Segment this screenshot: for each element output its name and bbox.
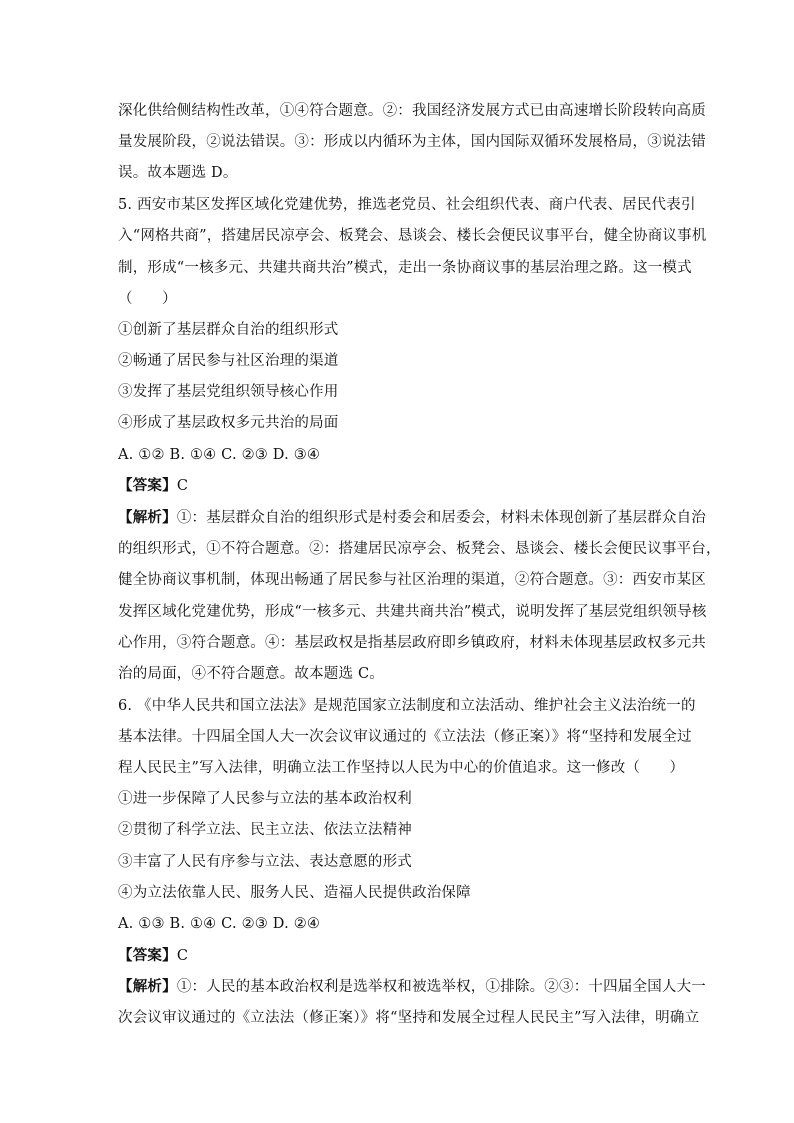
question-5-option: ①创新了基层群众自治的组织形式 <box>118 322 339 338</box>
question-5-blank: （ ） <box>118 291 177 307</box>
question-5-analysis <box>118 508 707 528</box>
question-5-option: ③发挥了基层党组织领导核心作用 <box>118 384 339 400</box>
question-6-answer <box>118 946 678 966</box>
answer-value: C <box>176 948 189 964</box>
question-5-analysis: 治的局面，④不符合题意。故本题选 C。 <box>118 666 385 682</box>
answer-value: C <box>176 478 189 494</box>
analysis-tag: 【解析】 <box>118 509 177 526</box>
question-6-stem: 6. 《中华人民共和国立法法》是规范国家立法制度和立法活动、维护社会主义法治统一的 <box>118 698 696 714</box>
analysis-tag: 【解析】 <box>118 978 177 995</box>
question-6-stem: 程人民民主”写入法律，明确立法工作坚持以人民为中心的价值追求。这一修改（ ） <box>118 760 685 776</box>
question-5-option: ④形成了基层政权多元共治的局面 <box>118 415 339 431</box>
question-6-analysis: 次会议审议通过的《立法法（修正案）》将“坚持和发展全过程人民民主”写入法律，明确立 <box>118 1010 700 1026</box>
question-5-option: ②畅通了居民参与社区治理的渠道 <box>118 353 339 369</box>
question-5-stem: 入“网格共商”，搭建居民凉亭会、板凳会、恳谈会、楼长会便民议事平台，健全协商议事机 <box>118 228 707 244</box>
question-5-stem: 制，形成“一核多元、共建共商共治”模式，走出一条协商议事的基层治理之路。这一模式 <box>118 260 692 276</box>
question-5-analysis: 的组织形式，①不符合题意。②：搭建居民凉亭会、板凳会、恳谈会、楼长会便民议事平台， <box>118 541 721 557</box>
paragraph-line: 误。故本题选 D。 <box>118 165 238 181</box>
paragraph-line: 量发展阶段，②说法错误。③：形成以内循环为主体，国内国际双循环发展格局，③说法错 <box>118 134 706 150</box>
analysis-text: ①：基层群众自治的组织形式是村委会和居委会，材料未体现创新了基层群众自治 <box>176 510 707 526</box>
question-5-stem: 5. 西安市某区发挥区域化党建优势，推选老党员、社会组织代表、商户代表、居民代表引 <box>118 197 696 213</box>
question-5-choices: A. ①② B. ①④ C. ②③ D. ③④ <box>118 447 321 463</box>
question-6-option: ④为立法依靠人民、服务人民、造福人民提供政治保障 <box>118 885 471 901</box>
answer-tag: 【答案】 <box>118 477 177 494</box>
question-5-analysis: 健全协商议事机制，体现出畅通了居民参与社区治理的渠道，②符合题意。③：西安市某区 <box>118 572 706 588</box>
question-5-analysis: 心作用，③符合题意。④：基层政权是指基层政府即乡镇政府，材料未体现基层政权多元共 <box>118 635 706 651</box>
paragraph-line: 深化供给侧结构性改革，①④符合题意。②：我国经济发展方式已由高速增长阶段转向高质 <box>118 103 706 119</box>
question-6-option: ②贯彻了科学立法、民主立法、依法立法精神 <box>118 822 412 838</box>
answer-tag: 【答案】 <box>118 947 177 964</box>
question-5-analysis: 发挥区域化党建优势，形成“一核多元、共建共商共治”模式，说明发挥了基层党组织领导核 <box>118 604 707 620</box>
question-6-choices: A. ①③ B. ①④ C. ②③ D. ②④ <box>118 916 321 932</box>
question-6-analysis <box>118 977 707 997</box>
question-6-stem: 基本法律。十四届全国人大一次会议审议通过的《立法法（修正案）》将“坚持和发展全过 <box>118 729 692 745</box>
question-6-option: ③丰富了人民有序参与立法、表达意愿的形式 <box>118 854 412 870</box>
question-5-answer <box>118 476 678 496</box>
analysis-text: ①：人民的基本政治权利是选举权和被选举权，①排除。②③：十四届全国人大一 <box>176 979 707 995</box>
question-6-option: ①进一步保障了人民参与立法的基本政治权利 <box>118 791 412 807</box>
